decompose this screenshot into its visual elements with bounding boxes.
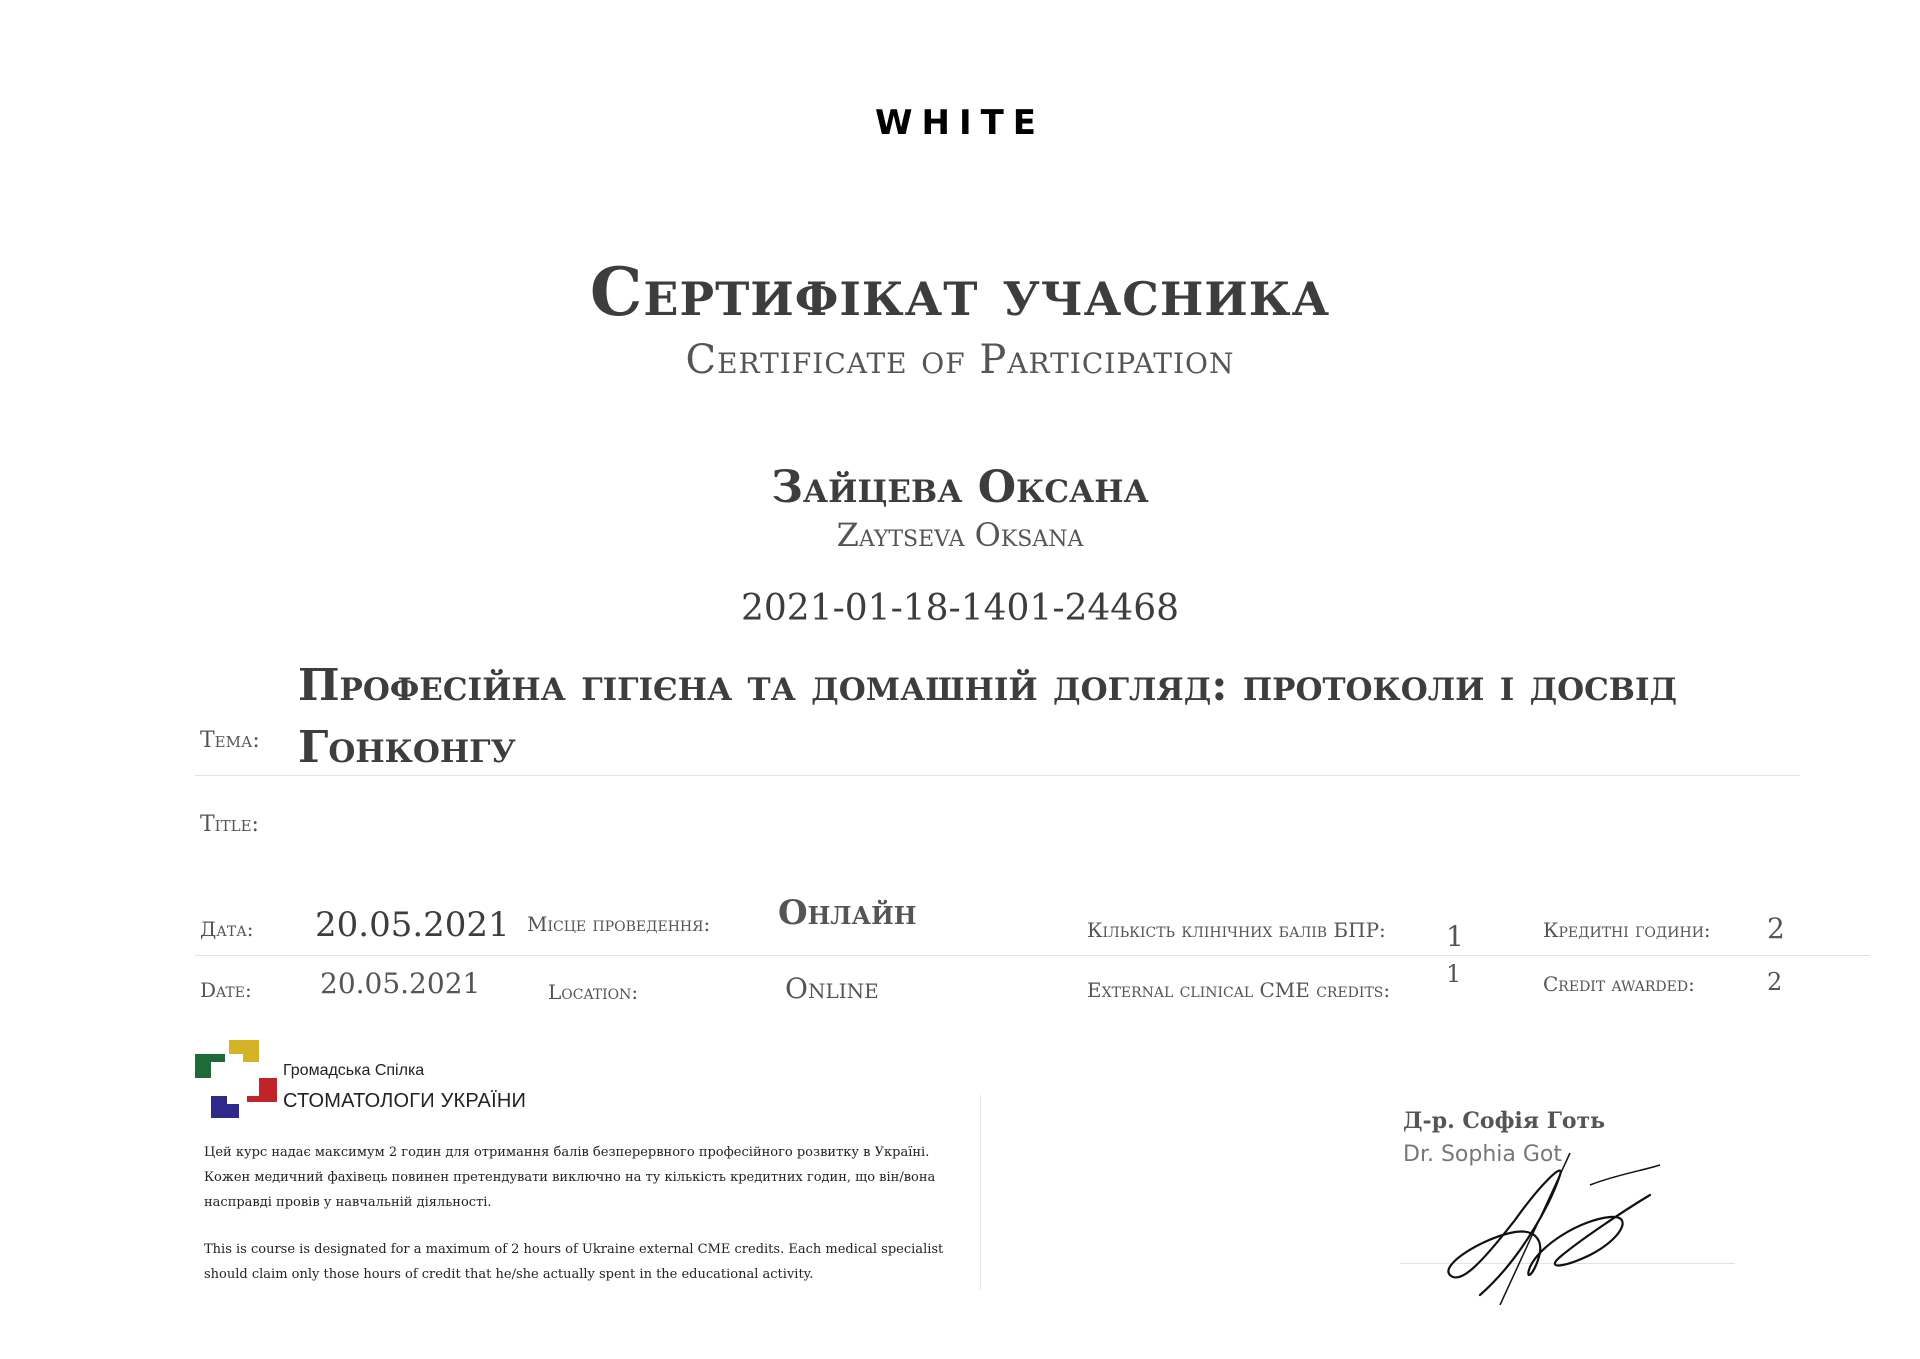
- cme-label-uk: Кількість клінічних балів БПР:: [1087, 918, 1386, 942]
- signatory-name-uk: Д-р. Софія Готь: [1403, 1108, 1606, 1134]
- location-value-uk: Онлайн: [778, 893, 917, 933]
- certificate-title-uk: Сертифікат учасника: [589, 253, 1331, 331]
- brand-logo: WHITE: [874, 103, 1046, 143]
- divider: [195, 955, 1870, 956]
- cme-value-uk: 1: [1446, 920, 1464, 953]
- cme-value-en: 1: [1446, 960, 1462, 988]
- credit-label-uk: Кредитні години:: [1543, 918, 1711, 942]
- handwritten-signature: [1440, 1145, 1665, 1305]
- topic-value: Професійна гігієна та домашній догляд: протоколи і досвід Гонконгу: [298, 660, 1678, 773]
- date-value-uk: 20.05.2021: [315, 905, 510, 945]
- organization-logo-icon: [195, 1040, 277, 1120]
- location-label-uk: Місце проведення:: [527, 912, 711, 936]
- credit-label-en: Credit awarded:: [1543, 972, 1695, 996]
- topic-label-uk: Тема:: [200, 728, 260, 753]
- topic-label-en: Title:: [200, 812, 259, 837]
- divider: [195, 775, 1800, 776]
- participant-name-en: Zaytseva Oksana: [836, 516, 1084, 554]
- date-value-en: 20.05.2021: [320, 967, 481, 1000]
- logo-cross-vertical: [227, 1054, 243, 1104]
- signatory-name-en: Dr. Sophia Got: [1403, 1142, 1563, 1167]
- location-label-en: Location:: [548, 980, 639, 1004]
- disclaimer-en: This is course is designated for a maximum of 2 hours of Ukraine external CME credits. Each medical specialist should claim only those hours of credit that he/she actually spent in the educational activity.: [204, 1242, 944, 1282]
- credit-value-en: 2: [1767, 968, 1783, 996]
- certificate-number: 2021-01-18-1401-24468: [740, 588, 1180, 629]
- disclaimer-uk: Цей курс надає максимум 2 годин для отримання балів безперервного професійного розвитку в Україні. Кожен медичний фахівець повинен претендувати виключно на ту кількість кредитних годин, що він/вона насправді провів у навчальній діяльності.: [204, 1145, 936, 1210]
- cme-label-en: External clinical CME credits:: [1087, 978, 1391, 1002]
- certificate-title-en: Certificate of Participation: [685, 337, 1235, 383]
- location-value-en: Online: [785, 972, 879, 1005]
- organization-name-line1: Громадська Спілка: [283, 1062, 425, 1079]
- participant-name-uk: Зайцева Оксана: [771, 462, 1149, 513]
- credit-value-uk: 2: [1767, 912, 1785, 945]
- date-label-uk: Дата:: [200, 917, 254, 941]
- vertical-divider: [980, 1095, 981, 1290]
- date-label-en: Date:: [200, 978, 252, 1002]
- organization-name-line2: СТОМАТОЛОГИ УКРАЇНИ: [283, 1090, 527, 1112]
